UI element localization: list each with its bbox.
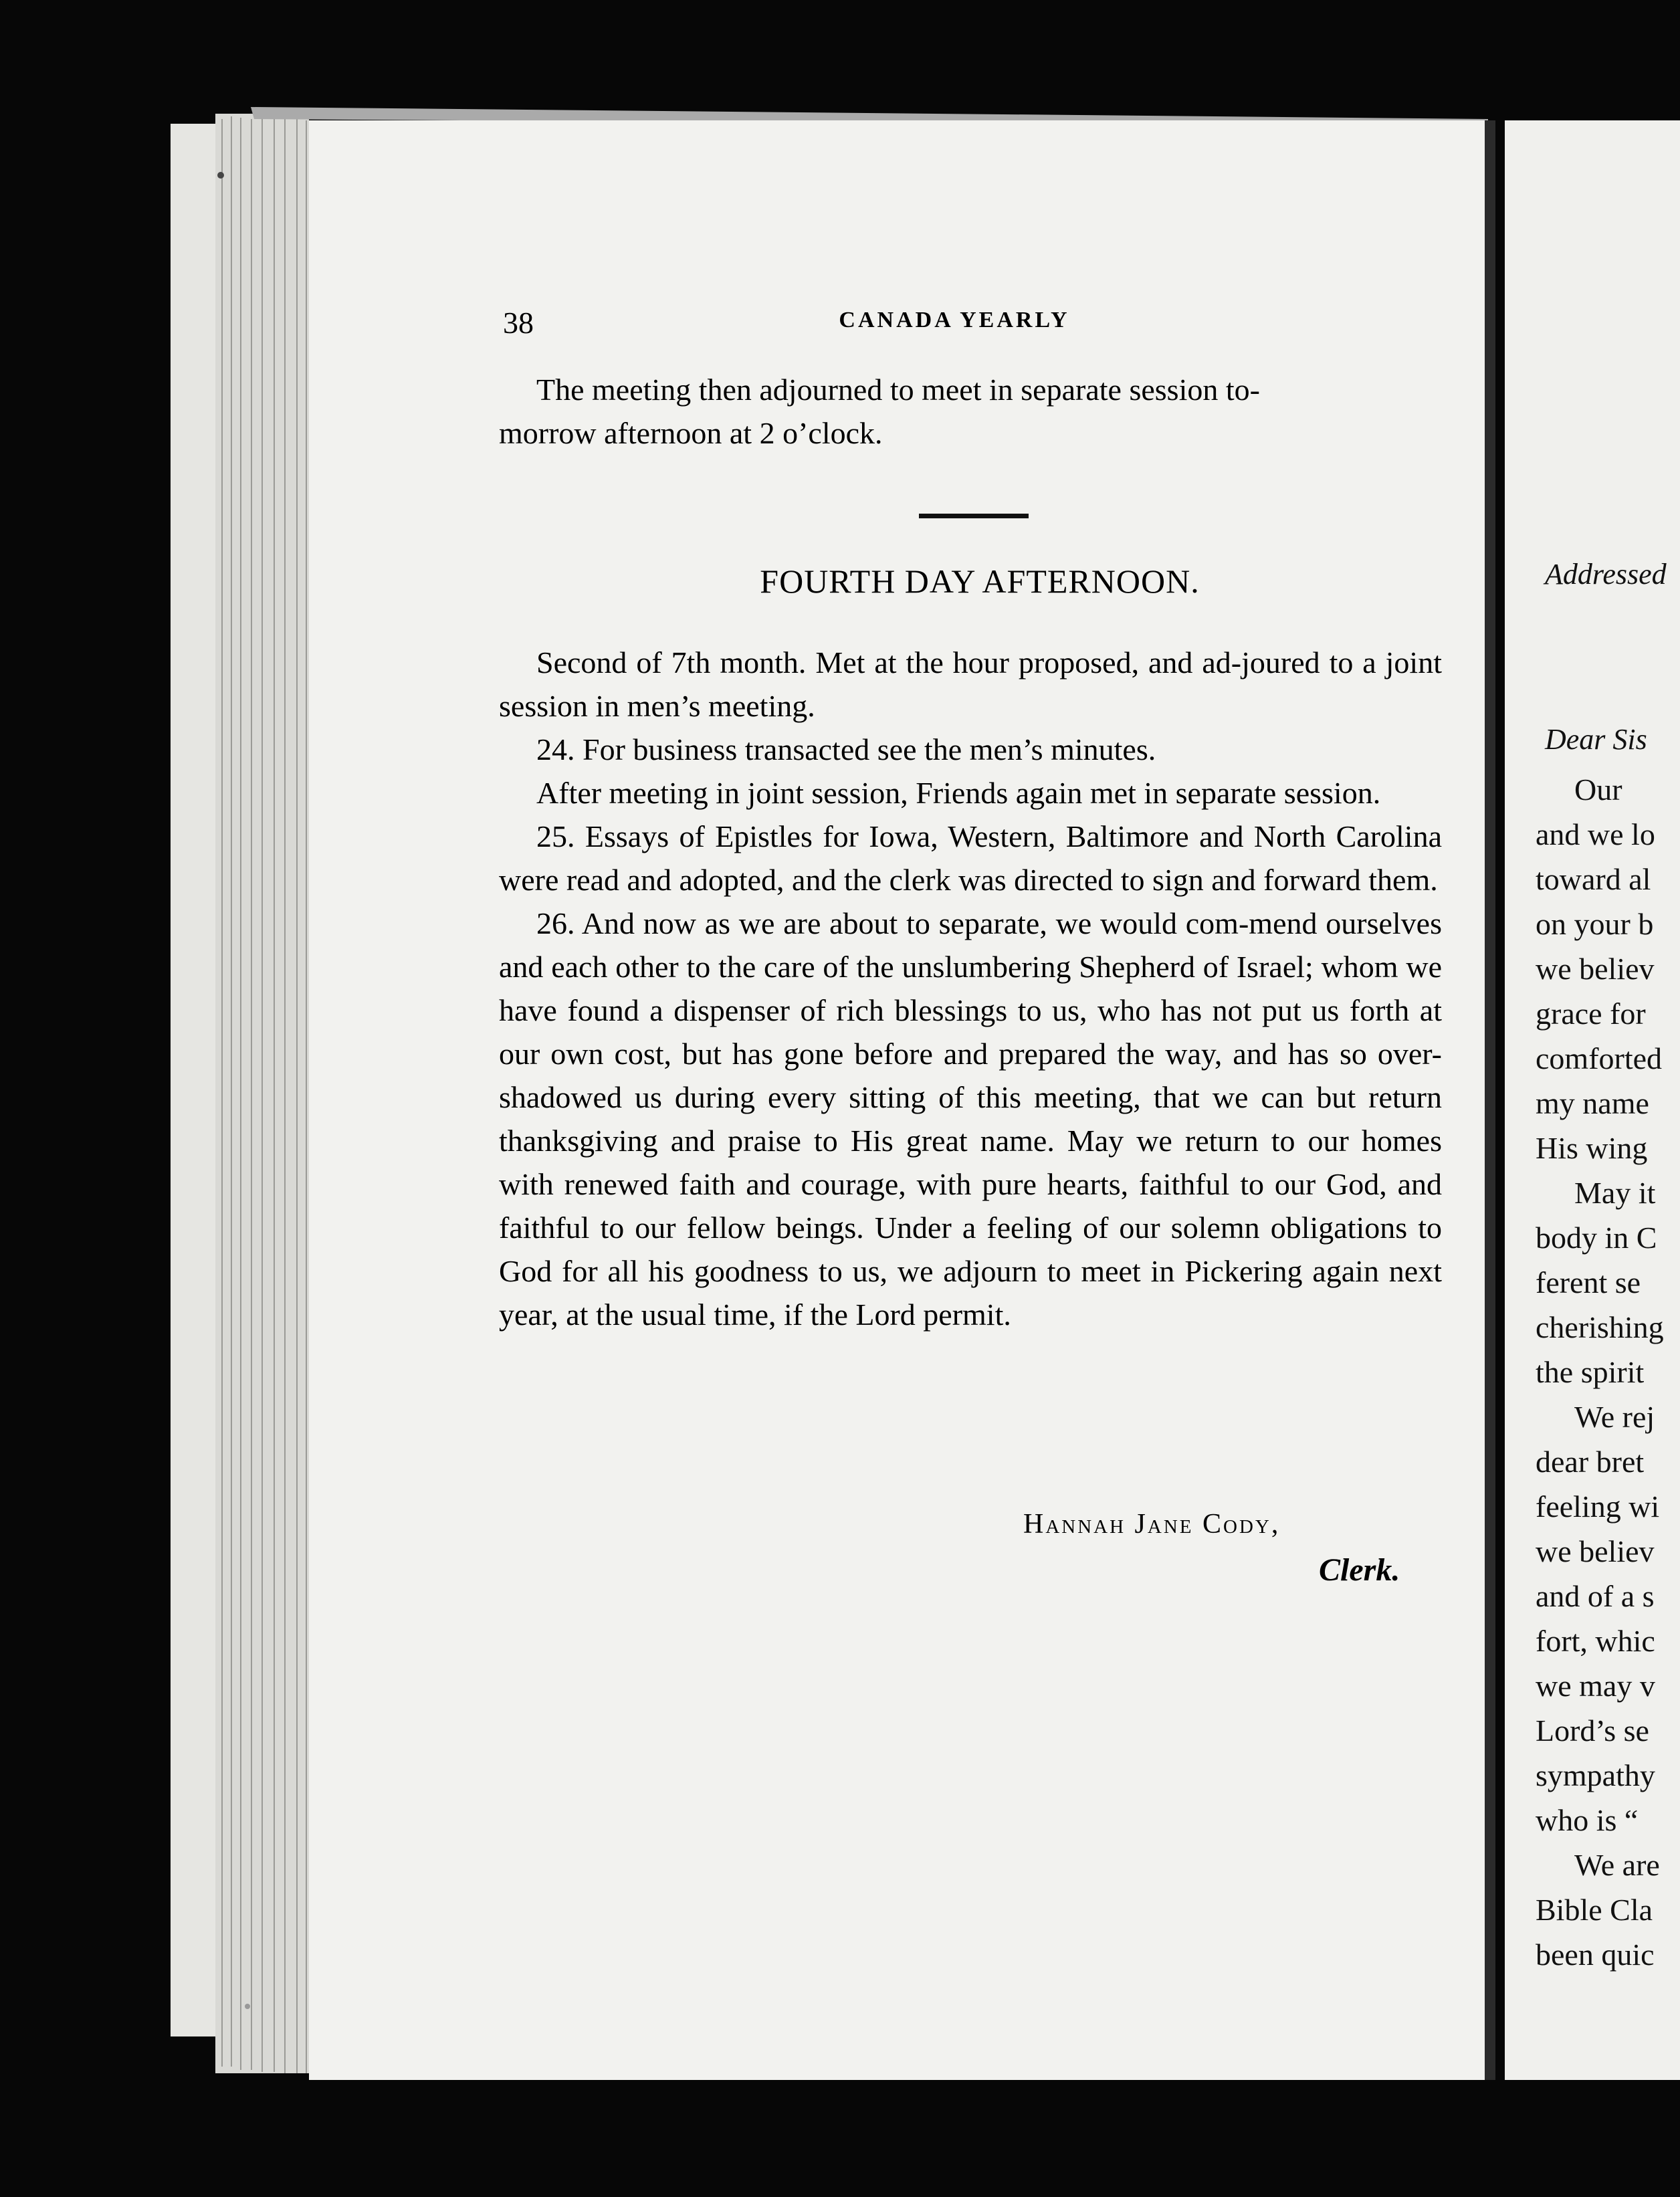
- paragraph-after-meeting: After meeting in joint session, Friends again met in separate session.: [536, 776, 1381, 810]
- adjacent-heading: Addressed: [1545, 558, 1667, 591]
- adjacent-line: grace for: [1536, 997, 1646, 1031]
- opening-paragraph: [499, 368, 1442, 455]
- adjacent-text-lines: [1536, 767, 1680, 1977]
- section-divider: [919, 514, 1029, 518]
- opening-line-2: morrow afternoon at 2 o’clock.: [499, 416, 883, 450]
- adjacent-page-fragment: [1505, 120, 1680, 2080]
- adjacent-line: sympathy: [1536, 1758, 1655, 1792]
- adjacent-line: His wing: [1536, 1131, 1648, 1165]
- adjacent-line: and we lo: [1536, 817, 1655, 851]
- adjacent-line: Bible Cla: [1536, 1893, 1653, 1927]
- adjacent-line: been quic: [1536, 1938, 1655, 1972]
- adjacent-line: dear bret: [1536, 1445, 1645, 1479]
- paragraph-24: 24. For business transacted see the men’s minutes.: [536, 732, 1156, 766]
- adjacent-line: and of a s: [1536, 1579, 1655, 1613]
- signature-title: Clerk.: [1319, 1552, 1400, 1588]
- adjacent-line: on your b: [1536, 907, 1654, 941]
- adjacent-line: we may v: [1536, 1669, 1655, 1703]
- section-heading: FOURTH DAY AFTERNOON.: [760, 562, 1200, 600]
- running-title: CANADA YEARLY: [839, 308, 1070, 332]
- paragraph-25: 25. Essays of Epistles for Iowa, Western, Baltimore and North Carolina were read and adopted, and the clerk was directed to sign and forward them.: [499, 819, 1442, 897]
- paragraph-26: 26. And now as we are about to separate, we would com-mend ourselves and each other to the care of the unslumbering Shepherd of Israel; whom we have found a dispenser of rich blessings to us, who has not put us forth at our own cost, but has gone before and prepared the way, and has so over-shadowed us during every sitting of this meeting, that we can but return thanksgiving and praise to His great name. May we return to our homes with renewed faith and courage, with pure hearts, faithful to our God, and faithful to our fellow beings. Under a feeling of our solemn obligations to God for all his goodness to us, we adjourn to meet in Pickering again next year, at the usual time, if the Lord permit.: [499, 906, 1442, 1332]
- adjacent-line: We rej: [1574, 1400, 1655, 1434]
- page-number: 38: [503, 306, 534, 340]
- adjacent-line: who is “: [1536, 1803, 1639, 1837]
- adjacent-line: toward al: [1536, 862, 1651, 896]
- adjacent-line: Lord’s se: [1536, 1713, 1649, 1748]
- opening-line-1: The meeting then adjourned to meet in separate session to-: [536, 373, 1260, 407]
- adjacent-line: feeling wi: [1536, 1489, 1660, 1524]
- adjacent-salutation: Dear Sis: [1545, 723, 1647, 756]
- minutes-text: [499, 641, 1442, 1336]
- adjacent-line: we believ: [1536, 1534, 1655, 1568]
- adjacent-line: the spirit: [1536, 1355, 1645, 1389]
- adjacent-line: cherishing: [1536, 1310, 1664, 1344]
- adjacent-line: We are: [1574, 1848, 1660, 1882]
- adjacent-line: we believ: [1536, 952, 1655, 986]
- clerk-signature: [1023, 1508, 1280, 1540]
- adjacent-line: my name: [1536, 1086, 1649, 1120]
- page-header: [503, 300, 1439, 346]
- adjacent-line: May it: [1574, 1176, 1656, 1210]
- adjacent-line: body in C: [1536, 1221, 1657, 1255]
- adjacent-line: ferent se: [1536, 1265, 1641, 1299]
- adjacent-line: comforted: [1536, 1041, 1663, 1075]
- signature-name: Hannah Jane Cody,: [1023, 1509, 1281, 1540]
- paragraph-second-of-7th-month: Second of 7th month. Met at the hour proposed, and ad-joured to a joint session in men’s meeting.: [499, 645, 1442, 723]
- adjacent-line: fort, whic: [1536, 1624, 1655, 1658]
- adjacent-line: Our: [1574, 772, 1622, 807]
